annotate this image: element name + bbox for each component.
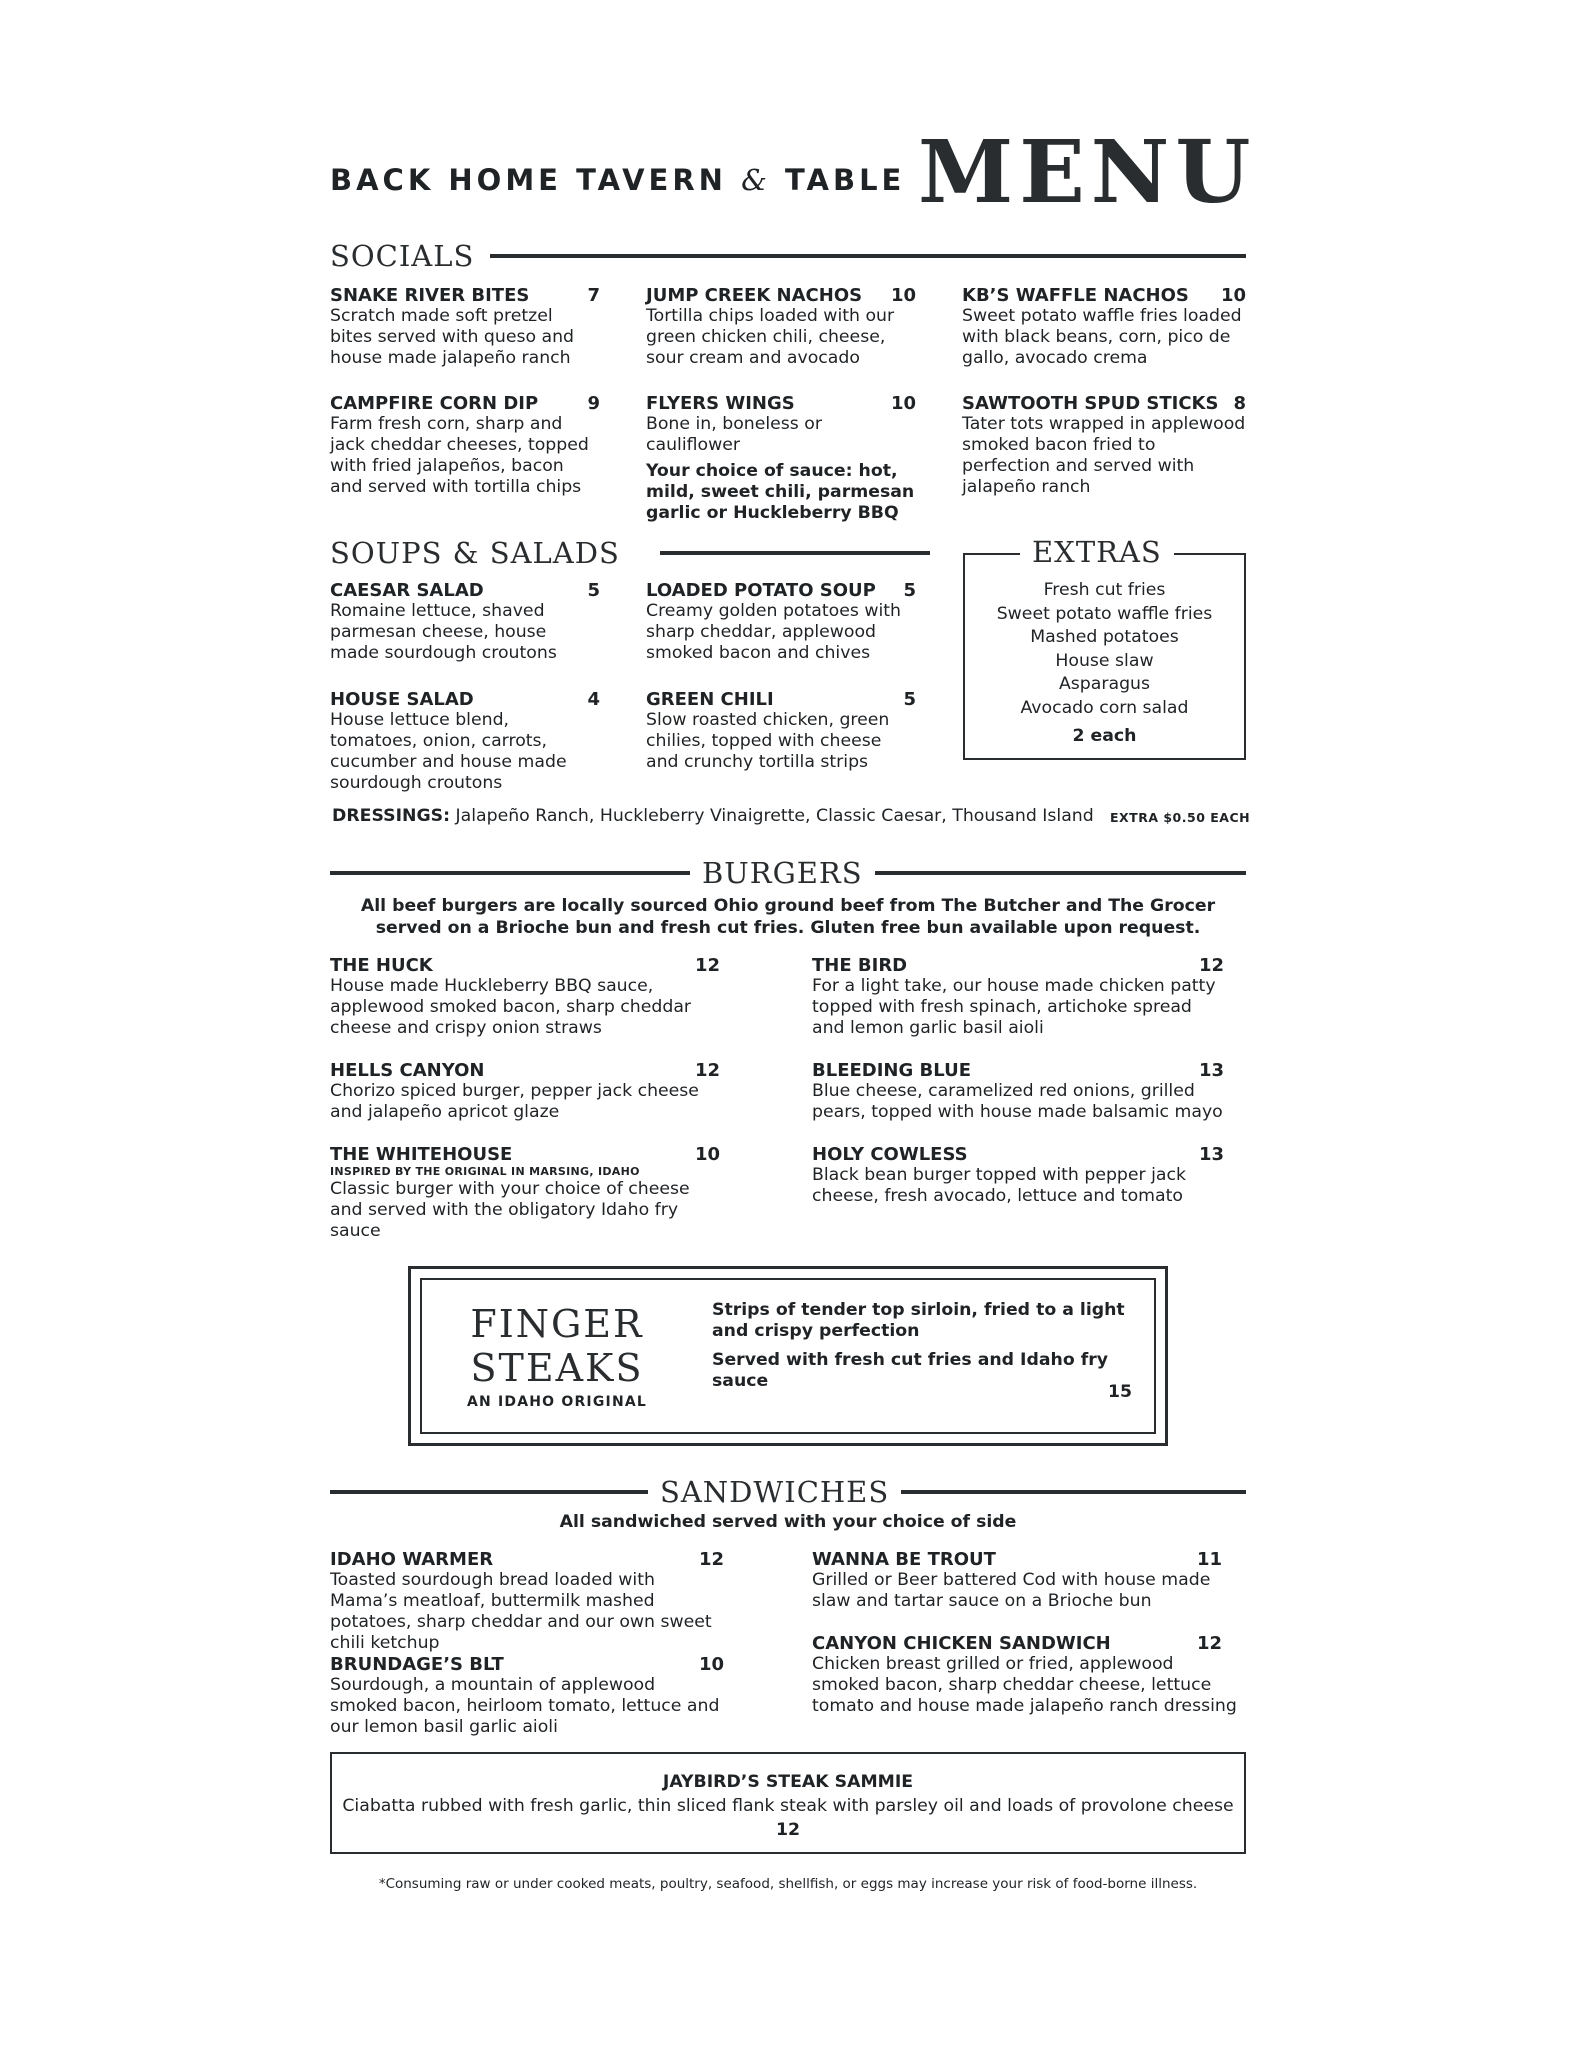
item-desc: Toasted sourdough bread loaded with Mama’s meatloaf, buttermilk mashed potatoes, sharp cheddar and our own sweet chili ketchup (330, 1570, 712, 1653)
item-name: CAMPFIRE CORN DIP (330, 393, 539, 414)
soups-title: SOUPS & SALADS (318, 539, 632, 568)
dressings-line (332, 806, 1094, 826)
item-name: THE WHITEHOUSE (330, 1144, 513, 1165)
dressings-extra: EXTRA $0.50 EACH (1110, 810, 1251, 825)
menu-item (330, 1144, 720, 1242)
menu-item (646, 689, 916, 773)
item-desc: Grilled or Beer battered Cod with house made slaw and tartar sauce on a Brioche bun (812, 1570, 1211, 1611)
item-desc: Chorizo spiced burger, pepper jack cheese and jalapeño apricot glaze (330, 1081, 699, 1122)
item-name: CAESAR SALAD (330, 580, 484, 601)
finger-steaks-desc (712, 1300, 1132, 1400)
finger-steaks-price: 15 (1107, 1382, 1132, 1402)
item-price: 12 (694, 955, 720, 976)
menu-item (812, 955, 1224, 1039)
item-desc: Bone in, boneless or cauliflower (646, 414, 822, 455)
item-price: 10 (1220, 285, 1246, 306)
item-price: 5 (903, 580, 916, 601)
item-price: 12 (1196, 1633, 1222, 1654)
finger-steaks-inner (420, 1278, 1156, 1434)
menu-item (812, 1633, 1246, 1717)
jaybird-desc: Ciabatta rubbed with fresh garlic, thin sliced flank steak with parsley oil and loads of provolone cheese (342, 1796, 1234, 1816)
item-desc: Sourdough, a mountain of applewood smoked bacon, heirloom tomato, lettuce and our lemon basil garlic aioli (330, 1675, 720, 1737)
jaybird-name: JAYBIRD’S STEAK SAMMIE (662, 1772, 914, 1792)
item-name: THE BIRD (812, 955, 908, 976)
finger-desc-2: Served with fresh cut fries and Idaho fry sauce (712, 1350, 1109, 1391)
item-price: 9 (587, 393, 600, 414)
menu-item (962, 285, 1246, 369)
item-price: 13 (1198, 1060, 1224, 1081)
item-desc: Scratch made soft pretzel bites served with queso and house made jalapeño ranch (330, 306, 575, 368)
menu-item (646, 580, 916, 664)
menu-item (812, 1549, 1222, 1612)
extras-list (965, 579, 1244, 720)
item-price: 10 (890, 285, 916, 306)
item-desc: Romaine lettuce, shaved parmesan cheese, house made sourdough croutons (330, 601, 557, 663)
menu-item (330, 1060, 720, 1123)
extras-price: 2 each (1072, 726, 1137, 746)
burgers-note: All beef burgers are locally sourced Ohio ground beef from The Butcher and The Grocer served on a Brioche bun and fresh cut fries. Gluten free bun available upon request. (360, 896, 1216, 938)
restaurant-name (330, 163, 905, 197)
item-price: 4 (587, 689, 600, 710)
item-desc: Tortilla chips loaded with our green chicken chili, cheese, sour cream and avocado (646, 306, 895, 368)
item-desc: House lettuce blend, tomatoes, onion, carrots, cucumber and house made sourdough croutons (330, 710, 567, 793)
menu-item (330, 580, 600, 664)
sauce-choice: Your choice of sauce: hot, mild, sweet chili, parmesan garlic or Huckleberry BBQ (646, 461, 915, 523)
extra-item: Fresh cut fries (1043, 580, 1166, 600)
item-desc: Black bean burger topped with pepper jack cheese, fresh avocado, lettuce and tomato (812, 1165, 1187, 1206)
menu-item (962, 393, 1246, 498)
item-price: 5 (903, 689, 916, 710)
extra-item: Sweet potato waffle fries (996, 603, 1213, 624)
finger-steaks-title (452, 1302, 662, 1390)
item-desc: Chicken breast grilled or fried, applewood smoked bacon, sharp cheddar cheese, lettuce tomato and house made jalapeño ranch dressing (812, 1654, 1237, 1716)
menu-item (812, 1144, 1224, 1207)
item-desc: Blue cheese, caramelized red onions, grilled pears, topped with house made balsamic mayo (812, 1081, 1223, 1122)
extras-box (963, 553, 1246, 760)
item-name: SNAKE RIVER BITES (330, 285, 530, 306)
extra-item: House slaw (1055, 650, 1154, 671)
item-desc: Farm fresh corn, sharp and jack cheddar cheeses, topped with fried jalapeños, bacon and served with tortilla chips (330, 414, 589, 497)
brand-left: BACK HOME TAVERN (330, 163, 727, 197)
item-name: SAWTOOTH SPUD STICKS (962, 393, 1219, 414)
item-price: 13 (1198, 1144, 1224, 1165)
burgers-title: BURGERS (690, 859, 875, 888)
jaybird-feature-box (330, 1752, 1246, 1854)
item-name: BRUNDAGE’S BLT (330, 1654, 504, 1675)
menu-title: MENU (918, 122, 1257, 223)
finger-steaks-subtitle: AN IDAHO ORIGINAL (466, 1394, 648, 1410)
socials-rule (490, 254, 1246, 258)
item-name: BLEEDING BLUE (812, 1060, 971, 1081)
brand-ampersand: & (741, 163, 771, 197)
menu-item (330, 285, 600, 369)
finger-steaks-box (408, 1266, 1168, 1446)
soups-rule (660, 551, 930, 555)
item-name: JUMP CREEK NACHOS (646, 285, 863, 306)
menu-item (646, 393, 916, 524)
item-name: HELLS CANYON (330, 1060, 485, 1081)
item-price: 12 (694, 1060, 720, 1081)
extra-item: Avocado corn salad (1020, 697, 1189, 718)
finger-title-line2: STEAKS (470, 1346, 644, 1390)
item-desc: Tater tots wrapped in applewood smoked bacon fried to perfection and served with jalapeño ranch (962, 414, 1246, 497)
menu-item (330, 1654, 724, 1738)
menu-item (812, 1060, 1224, 1123)
item-desc: House made Huckleberry BBQ sauce, applewood smoked bacon, sharp cheddar cheese and crispy onion straws (330, 976, 692, 1038)
item-price: 7 (587, 285, 600, 306)
extras-title: EXTRAS (1020, 538, 1174, 567)
finger-desc-1: Strips of tender top sirloin, fried to a light and crispy perfection (712, 1300, 1125, 1341)
item-desc: Sweet potato waffle fries loaded with black beans, corn, pico de gallo, avocado crema (962, 306, 1242, 368)
item-name: IDAHO WARMER (330, 1549, 494, 1570)
item-price: 5 (587, 580, 600, 601)
item-name: THE HUCK (330, 955, 433, 976)
item-desc: Slow roasted chicken, green chilies, topped with cheese and crunchy tortilla strips (646, 710, 890, 772)
menu-item (646, 285, 916, 369)
brand-right: TABLE (785, 163, 906, 197)
item-price: 10 (890, 393, 916, 414)
menu-item (330, 393, 600, 498)
item-name: HOLY COWLESS (812, 1144, 968, 1165)
item-price: 10 (698, 1654, 724, 1675)
item-name: KB’S WAFFLE NACHOS (962, 285, 1189, 306)
sandwiches-title: SANDWICHES (648, 1478, 901, 1507)
item-name: HOUSE SALAD (330, 689, 474, 710)
socials-title: SOCIALS (318, 242, 486, 271)
item-price: 12 (1198, 955, 1224, 976)
extra-item: Mashed potatoes (1030, 627, 1179, 647)
extra-item: Asparagus (1058, 674, 1150, 694)
item-price: 12 (698, 1549, 724, 1570)
item-desc: For a light take, our house made chicken patty topped with fresh spinach, artichoke spread and lemon garlic basil aioli (812, 976, 1216, 1038)
menu-item (330, 955, 720, 1039)
item-desc: Creamy golden potatoes with sharp cheddar, applewood smoked bacon and chives (646, 601, 902, 663)
finger-title-line1: FINGER (470, 1302, 644, 1346)
item-name: GREEN CHILI (646, 689, 774, 710)
dressings-list: Jalapeño Ranch, Huckleberry Vinaigrette, Classic Caesar, Thousand Island (455, 806, 1094, 826)
dressings-label: DRESSINGS: (332, 806, 451, 826)
menu-item (330, 1549, 724, 1654)
item-name: WANNA BE TROUT (812, 1549, 996, 1570)
food-safety-disclaimer: *Consuming raw or under cooked meats, poultry, seafood, shellfish, or eggs may increase your risk of food-borne illness. (378, 1876, 1198, 1892)
item-price: 10 (694, 1144, 720, 1165)
item-price: 11 (1196, 1549, 1222, 1570)
item-price: 8 (1233, 393, 1246, 414)
sandwiches-note: All sandwiched served with your choice of side (559, 1512, 1017, 1532)
menu-item (330, 689, 600, 794)
item-subnote: INSPIRED BY THE ORIGINAL IN MARSING, IDAHO (330, 1165, 640, 1178)
item-name: FLYERS WINGS (646, 393, 795, 414)
jaybird-price: 12 (775, 1820, 801, 1840)
item-name: CANYON CHICKEN SANDWICH (812, 1633, 1111, 1654)
item-desc: Classic burger with your choice of cheese and served with the obligatory Idaho fry sauce (330, 1179, 690, 1241)
item-name: LOADED POTATO SOUP (646, 580, 876, 601)
